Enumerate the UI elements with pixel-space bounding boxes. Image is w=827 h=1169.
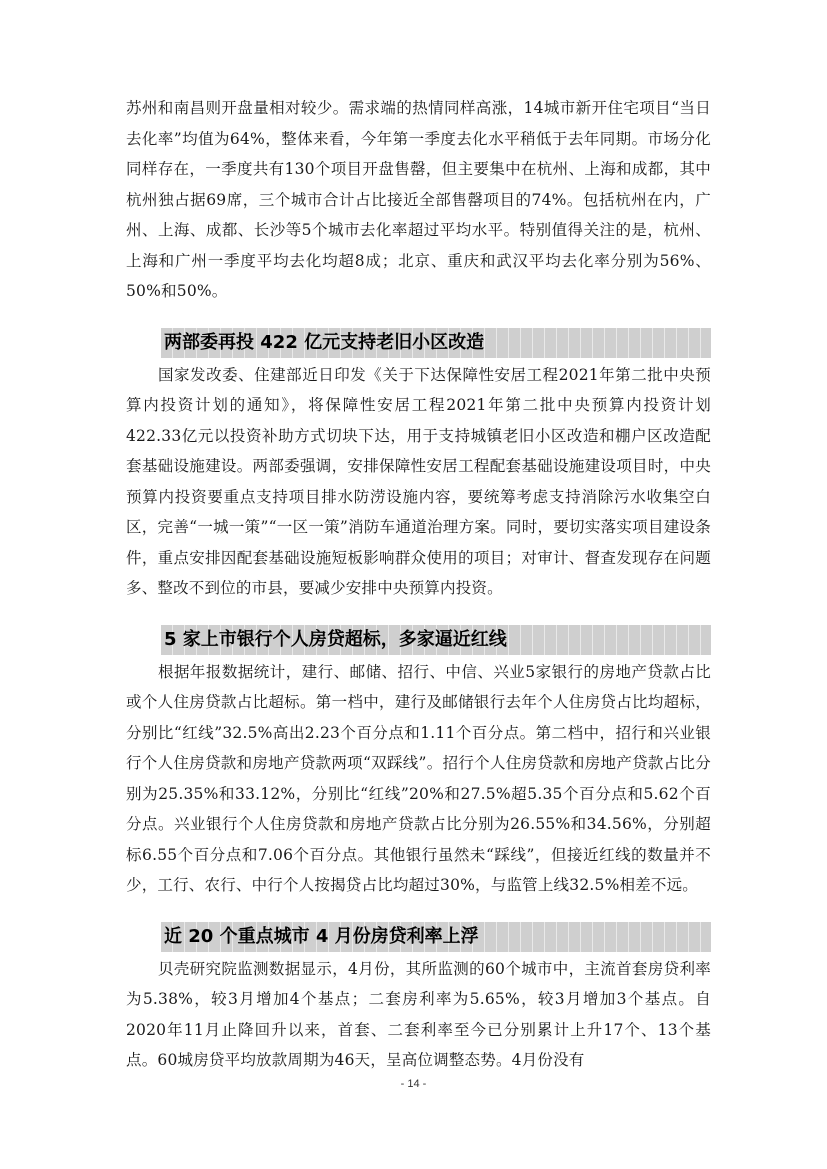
section-title-bank-mortgage-limits: 5 家上市银行个人房贷超标，多家逼近红线 xyxy=(161,625,711,655)
intro-paragraph: 苏州和南昌则开盘量相对较少。需求端的热情同样高涨，14城市新开住宅项目“当日去化率”均值为64%，整体来看，今年第一季度去化水平稍低于去年同期。市场分化同样存在，一季度共有130个项目开盘售罄，但主要集中在杭州、上海和成都，其中杭州独占据69席，三个城市合计占比接近全部售罄项目的74%。包括杭州在内，广州、上海、成都、长沙等5个城市去化率超过平均水平。特别值得关注的是，杭州、上海和广州一季度平均去化均超8成；北京、重庆和武汉平均去化率分别为56%、50%和50%。 xyxy=(126,99,711,300)
section-body-mortgage-rate-rise: 贝壳研究院监测数据显示，4月份，其所监测的60个城市中，主流首套房贷利率为5.38%，较3月增加4个基点；二套房利率为5.65%，较3月增加3个基点。自2020年11月止降回升以来，首套、二套利率至今已分别累计上升17个、13个基点。60城房贷平均放款周期为46天，呈高位调整态势。4月份没有 xyxy=(126,959,711,1069)
section-body-old-community-renovation: 国家发改委、住建部近日印发《关于下达保障性安居工程2021年第二批中央预算内投资计划的通知》，将保障性安居工程2021年第二批中央预算内投资计划422.33亿元以投资补助方式切块下达，用于支持城镇老旧小区改造和棚户区改造配套基础设施建设。两部委强调，安排保障性安居工程配套基础设施建设项目时，中央预算内投资要重点支持项目排水防涝设施内容，要统筹考虑支持消除污水收集空白区，完善“一城一策”“一区一策”消防车通道治理方案。同时，要切实落实项目建设条件，重点安排因配套基础设施短板影响群众使用的项目；对审计、督查发现存在问题多、整改不到位的市县，要减少安排中央预算内投资。 xyxy=(126,365,711,597)
document-body xyxy=(126,93,711,1076)
section-title-old-community-renovation: 两部委再投 422 亿元支持老旧小区改造 xyxy=(161,328,711,358)
section-body-bank-mortgage-limits: 根据年报数据统计，建行、邮储、招行、中信、兴业5家银行的房地产贷款占比或个人住房贷款占比超标。第一档中，建行及邮储银行去年个人住房贷占比均超标，分别比“红线”32.5%高出2.23个百分点和1.11个百分点。第二档中，招行和兴业银行个人住房贷款和房地产贷款两项“双踩线”。招行个人住房贷款和房地产贷款占比分别为25.35%和33.12%，分别比“红线”20%和27.5%超5.35个百分点和5.62个百分点。兴业银行个人住房贷款和房地产贷款占比分别为26.55%和34.56%，分别超标6.55个百分点和7.06个百分点。其他银行虽然未“踩线”，但接近红线的数量并不少，工行、农行、中行个人按揭贷占比均超过30%，与监管上线32.5%相差不远。 xyxy=(126,662,711,894)
page-number: - 14 - xyxy=(400,1078,427,1090)
section-title-mortgage-rate-rise: 近 20 个重点城市 4 月份房贷利率上浮 xyxy=(161,922,711,952)
